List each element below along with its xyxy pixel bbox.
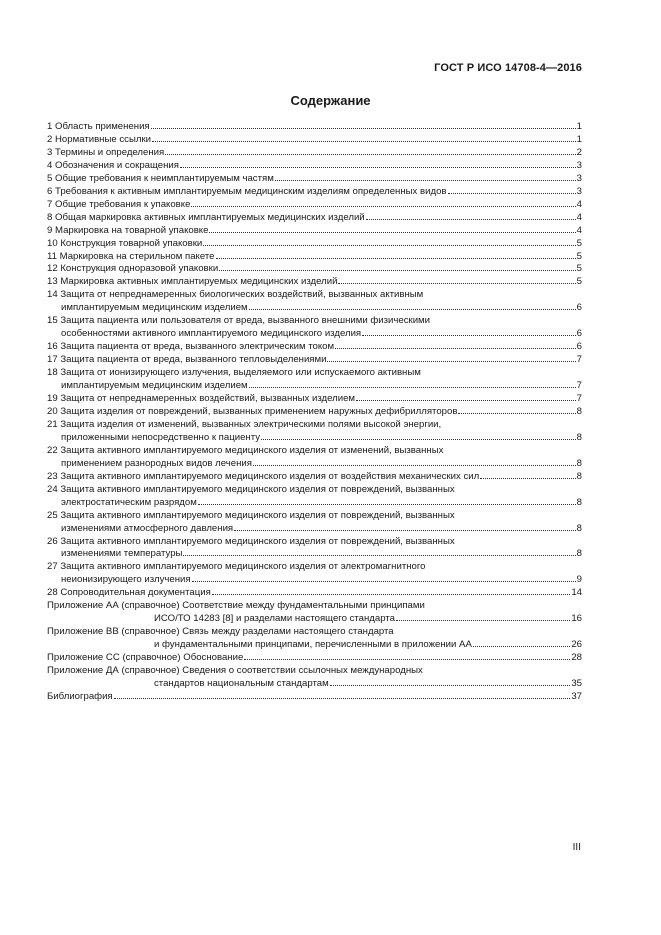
toc-page-number: 3 xyxy=(576,172,582,184)
toc-entry[interactable] xyxy=(47,367,582,393)
toc-entry-text: 11 Маркировка на стерильном пакете xyxy=(47,250,215,262)
toc-entry-text: 21 Защита изделия от изменений, вызванных электрическими полями высокой энергии, xyxy=(47,418,442,430)
toc-entry[interactable] xyxy=(47,263,582,276)
toc-entry[interactable] xyxy=(47,393,582,406)
toc-page-number: 8 xyxy=(576,405,582,417)
toc-entry[interactable] xyxy=(47,484,582,510)
toc-page-number: 14 xyxy=(571,587,582,599)
toc-entry-text: неионизирующего излучения xyxy=(61,574,191,586)
toc-page-number: 26 xyxy=(571,639,582,651)
toc-entry[interactable] xyxy=(47,691,582,704)
dot-leader xyxy=(151,128,576,129)
toc-entry[interactable] xyxy=(47,251,582,264)
toc-entry-text: 20 Защита изделия от повреждений, вызванных применением наружных дефибрилляторов xyxy=(47,405,458,417)
toc-entry-text: 2 Нормативные ссылки xyxy=(47,133,152,145)
toc-entry-text: Библиография xyxy=(47,690,113,702)
toc-entry-text: 18 Защита от ионизирующего излучения, выделяемого или испускаемого активным xyxy=(47,367,421,379)
toc-entry-text: 28 Сопроводительная документация xyxy=(47,587,211,599)
toc-page-number: 3 xyxy=(576,185,582,197)
toc-entry[interactable] xyxy=(47,652,582,665)
dot-leader xyxy=(335,348,576,349)
toc-entry-text: Приложение ДА (справочное) Сведения о соответствии ссылочных международных xyxy=(47,665,423,677)
toc-entry[interactable] xyxy=(47,173,582,186)
toc-entry-text: приложенными непосредственно к пациенту xyxy=(61,431,260,443)
toc-entry[interactable] xyxy=(47,225,582,238)
toc-entry[interactable] xyxy=(47,510,582,536)
toc-entry-text: 12 Конструкция одноразовой упаковки xyxy=(47,263,219,275)
toc-page-number: 3 xyxy=(576,159,582,171)
dot-leader xyxy=(330,685,571,686)
toc-page-number: 5 xyxy=(576,237,582,249)
dot-leader xyxy=(249,309,576,310)
toc-entry-text: 1 Область применения xyxy=(47,121,150,132)
toc-entry[interactable] xyxy=(47,341,582,354)
toc-entry[interactable] xyxy=(47,212,582,225)
dot-leader xyxy=(180,167,576,168)
toc-entry-text: 26 Защита активного имплантируемого медицинского изделия от повреждений, вызванных xyxy=(47,535,455,547)
toc-entry-text: 4 Обозначения и сокращения xyxy=(47,159,179,171)
toc-entry-text: 17 Защита пациента от вреда, вызванного тепловыделениями xyxy=(47,354,327,366)
toc-entry-text: изменениями температуры xyxy=(61,548,183,560)
toc-page-number: 8 xyxy=(576,522,582,534)
document-code: ГОСТ Р ИСО 14708-4—2016 xyxy=(434,62,582,74)
toc-entry-text: 9 Маркировка на товарной упаковке xyxy=(47,224,209,236)
toc-page-number: 1 xyxy=(576,133,582,145)
toc-page-number: 6 xyxy=(576,341,582,353)
toc-entry[interactable] xyxy=(47,354,582,367)
toc-entry[interactable] xyxy=(47,121,582,134)
toc-page-number: 8 xyxy=(576,470,582,482)
toc-page-number: 7 xyxy=(576,393,582,405)
toc-entry-text: 16 Защита пациента от вреда, вызванного электрическим током xyxy=(47,341,335,353)
toc-page-number: 4 xyxy=(576,224,582,236)
toc-entry-text: 5 Общие требования к неимплантируемым частям xyxy=(47,172,274,184)
toc-page-number: 8 xyxy=(576,548,582,560)
toc-page-number: 8 xyxy=(576,496,582,508)
dot-leader xyxy=(203,245,575,246)
toc-entry-text: 14 Защита от непреднамеренных биологических воздействий, вызванных активным xyxy=(47,289,424,301)
toc-entry-text: Приложение СС (справочное) Обоснование xyxy=(47,652,244,664)
toc-page-number: 8 xyxy=(576,457,582,469)
toc-entry[interactable] xyxy=(47,147,582,160)
dot-leader xyxy=(253,465,576,466)
dot-leader xyxy=(219,270,575,271)
toc-entry-text: 13 Маркировка активных имплантируемых медицинских изделий xyxy=(47,276,338,288)
dot-leader xyxy=(366,219,576,220)
toc-page-number: 9 xyxy=(576,574,582,586)
toc-page-number: 2 xyxy=(576,146,582,158)
dot-leader xyxy=(275,180,576,181)
toc-entry[interactable] xyxy=(47,315,582,341)
toc-entry-text: Приложение ВВ (справочное) Связь между разделами настоящего стандарта xyxy=(47,626,394,638)
toc-entry[interactable] xyxy=(47,587,582,600)
toc-entry-text: 27 Защита активного имплантируемого медицинского изделия от электромагнитного xyxy=(47,561,426,573)
toc-entry-text: особенностями активного имплантируемого медицинского изделия xyxy=(61,328,362,340)
dot-leader xyxy=(152,141,576,142)
toc-entry[interactable] xyxy=(47,419,582,445)
dot-leader xyxy=(396,620,570,621)
dot-leader xyxy=(458,413,575,414)
dot-leader xyxy=(338,283,575,284)
toc-entry[interactable] xyxy=(47,561,582,587)
toc-entry[interactable] xyxy=(47,289,582,315)
dot-leader xyxy=(165,154,575,155)
toc-entry[interactable] xyxy=(47,406,582,419)
toc-entry[interactable] xyxy=(47,536,582,562)
toc-page-number: 4 xyxy=(576,198,582,210)
toc-entry-text: имплантируемым медицинским изделием xyxy=(61,302,248,314)
toc-entry-text: применением разнородных видов лечения xyxy=(61,457,252,469)
toc-entry-text: 8 Общая маркировка активных имплантируемых медицинских изделий xyxy=(47,211,365,223)
toc-entry-text: ИСО/ТО 14283 [8] и разделами настоящего стандарта xyxy=(154,613,395,625)
toc-page-number: 16 xyxy=(571,613,582,625)
toc-entry-text: 24 Защита активного имплантируемого медицинского изделия от повреждений, вызванных xyxy=(47,483,455,495)
toc-entry[interactable] xyxy=(47,160,582,173)
dot-leader xyxy=(356,400,576,401)
toc-page-number: 5 xyxy=(576,263,582,275)
toc-entry[interactable] xyxy=(47,600,582,626)
toc-entry[interactable] xyxy=(47,665,582,691)
dot-leader xyxy=(244,659,570,660)
dot-leader xyxy=(362,335,576,336)
toc-entry-text: 3 Термины и определения xyxy=(47,146,165,158)
toc-page-number: 37 xyxy=(571,690,582,702)
toc-entry-text: имплантируемым медицинским изделием xyxy=(61,380,248,392)
dot-leader xyxy=(209,232,575,233)
dot-leader xyxy=(198,504,576,505)
dot-leader xyxy=(183,555,575,556)
toc-page-number: 4 xyxy=(576,211,582,223)
toc-entry-text: 15 Защита пациента или пользователя от вреда, вызванного внешними физическими xyxy=(47,315,431,327)
toc-entry[interactable] xyxy=(47,626,582,652)
toc-entry[interactable] xyxy=(47,276,582,289)
dot-leader xyxy=(191,206,575,207)
dot-leader xyxy=(261,439,576,440)
dot-leader xyxy=(480,478,575,479)
toc-entry-text: 25 Защита активного имплантируемого медицинского изделия от повреждений, вызванных xyxy=(47,509,455,521)
toc-entry[interactable] xyxy=(47,471,582,484)
toc-page-number: 28 xyxy=(571,652,582,664)
toc-page-number: 6 xyxy=(576,302,582,314)
dot-leader xyxy=(249,387,576,388)
toc-entry[interactable] xyxy=(47,238,582,251)
toc-entry[interactable] xyxy=(47,134,582,147)
table-of-contents xyxy=(47,121,582,704)
toc-entry-text: электростатическим разрядом xyxy=(61,496,197,508)
toc-page-number: 8 xyxy=(576,431,582,443)
toc-entry-text: и фундаментальными принципами, перечисленными в приложении АА xyxy=(154,639,472,651)
dot-leader xyxy=(216,258,576,259)
toc-page-number: 7 xyxy=(576,380,582,392)
toc-entry-text: 6 Требования к активным имплантируемым медицинским изделиям определенных видов xyxy=(47,185,447,197)
toc-page-number: 5 xyxy=(576,276,582,288)
dot-leader xyxy=(234,530,576,531)
toc-entry-text: 7 Общие требования к упаковке xyxy=(47,198,191,210)
toc-page-number: 7 xyxy=(576,354,582,366)
toc-entry-text: изменениями атмосферного давления xyxy=(61,522,234,534)
dot-leader xyxy=(114,698,571,699)
dot-leader xyxy=(327,361,575,362)
toc-entry-text: 23 Защита активного имплантируемого медицинского изделия от воздействия механических сил xyxy=(47,470,480,482)
dot-leader xyxy=(473,646,570,647)
toc-page-number: 35 xyxy=(571,677,582,689)
dot-leader xyxy=(212,594,571,595)
toc-entry-text: стандартов национальным стандартам xyxy=(154,677,329,689)
toc-entry-text: Приложение АА (справочное) Соответствие между фундаментальными принципами xyxy=(47,600,425,612)
toc-entry[interactable] xyxy=(47,445,582,471)
toc-page-number: 1 xyxy=(576,121,582,132)
toc-entry[interactable] xyxy=(47,199,582,212)
page-title: Содержание xyxy=(290,93,371,108)
toc-entry-text: 10 Конструкция товарной упаковки xyxy=(47,237,203,249)
page-number: III xyxy=(572,842,581,853)
dot-leader xyxy=(192,581,576,582)
toc-entry-text: 22 Защита активного имплантируемого медицинского изделия от изменений, вызванных xyxy=(47,444,444,456)
dot-leader xyxy=(448,193,576,194)
toc-page-number: 5 xyxy=(576,250,582,262)
toc-entry[interactable] xyxy=(47,186,582,199)
toc-page-number: 6 xyxy=(576,328,582,340)
toc-entry-text: 19 Защита от непреднамеренных воздействий, вызванных изделием xyxy=(47,393,356,405)
